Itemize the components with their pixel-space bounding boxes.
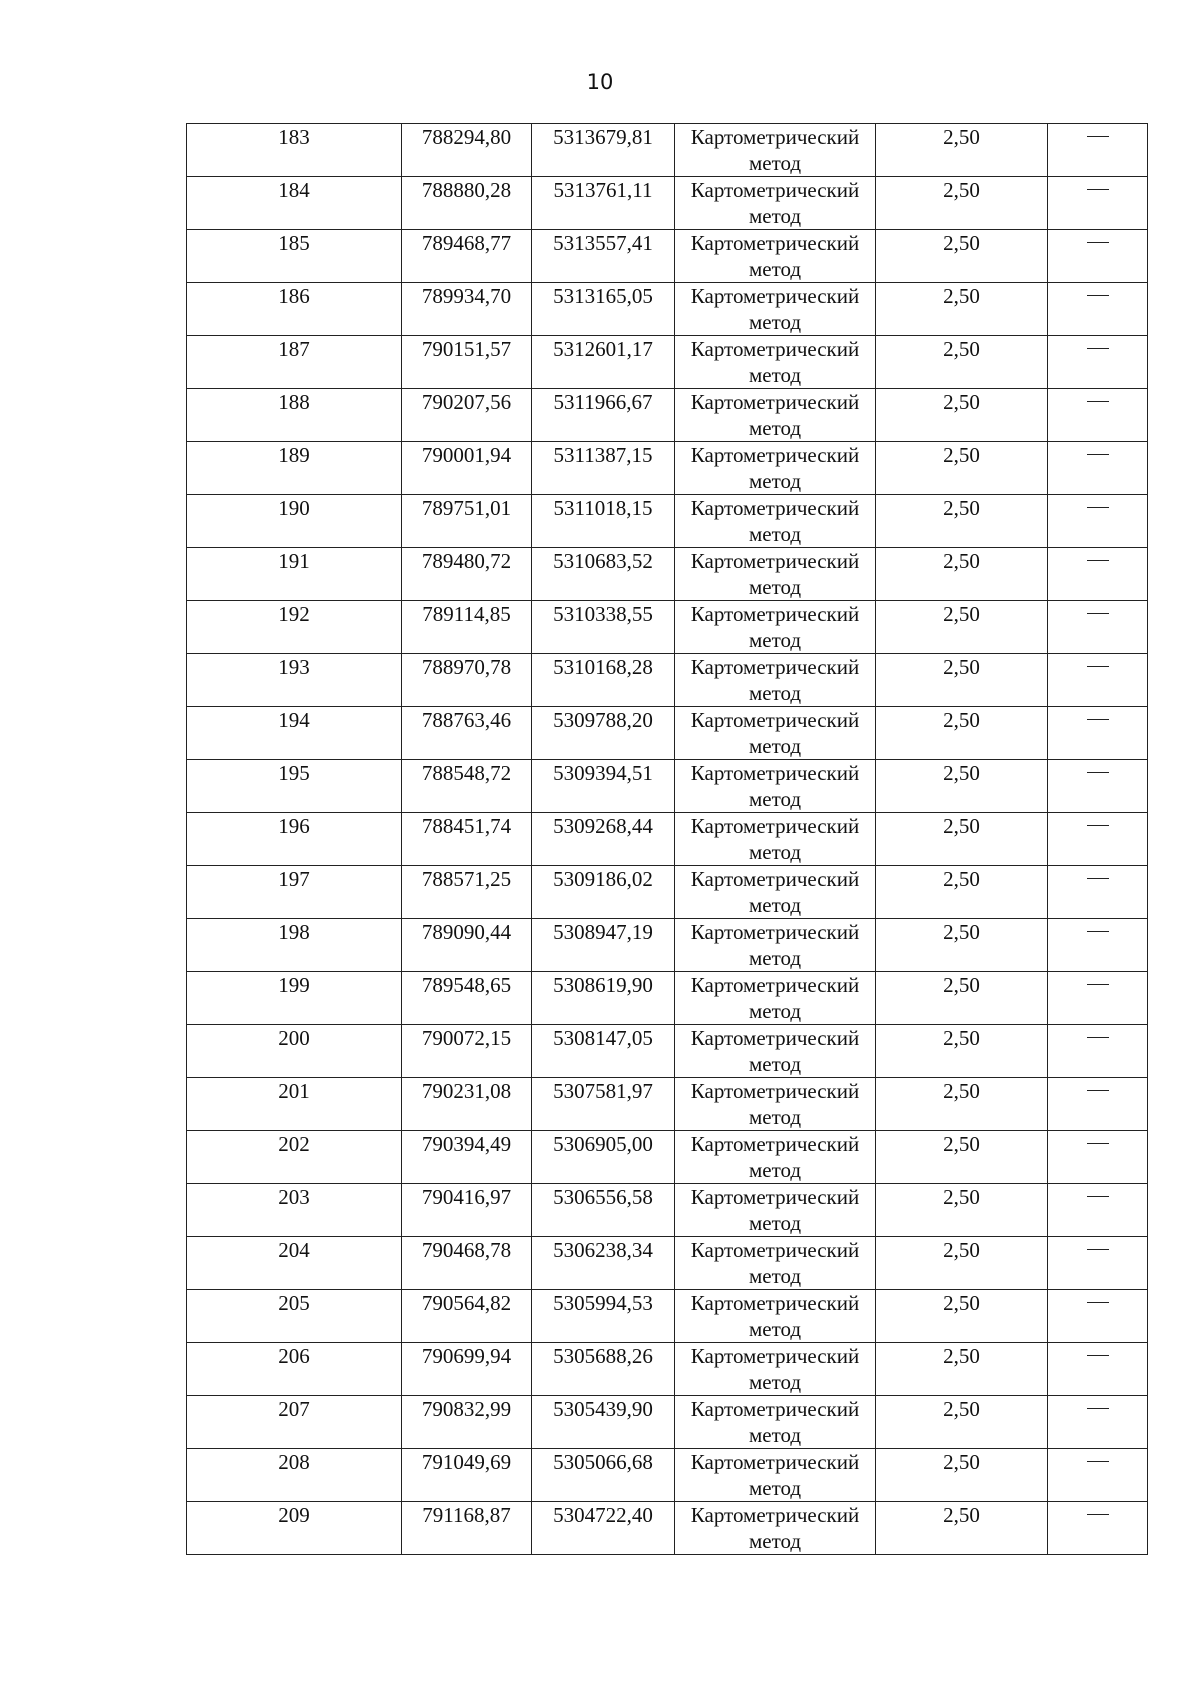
point-number-cell: 199 [187,972,402,1025]
em-dash-mark [1087,719,1109,720]
accuracy-cell: 2,50 [876,1502,1048,1555]
em-dash-mark [1087,1037,1109,1038]
x-coordinate-cell: 790416,97 [402,1184,532,1237]
point-number-cell: 187 [187,336,402,389]
method-line-1: Картометрический [690,337,860,361]
method-line-1: Картометрический [690,973,860,997]
accuracy-cell: 2,50 [876,654,1048,707]
method-line-2: метод [748,734,802,758]
table-row [187,336,1148,389]
table-row [187,1078,1148,1131]
em-dash-mark [1087,454,1109,455]
x-coordinate-cell: 788294,80 [402,124,532,177]
accuracy-cell: 2,50 [876,1078,1048,1131]
x-coordinate-cell: 788571,25 [402,866,532,919]
accuracy-cell: 2,50 [876,389,1048,442]
em-dash-mark [1087,348,1109,349]
table-body [187,124,1148,1555]
page-number: 10 [586,70,614,94]
point-number-cell: 208 [187,1449,402,1502]
point-number-cell: 207 [187,1396,402,1449]
y-coordinate-cell: 5308947,19 [532,919,675,972]
method-line-1: Картометрический [690,814,860,838]
method-line-2: метод [748,893,802,917]
method-cell [675,972,876,1025]
method-line-2: метод [748,416,802,440]
em-dash-mark [1087,1461,1109,1462]
method-line-1: Картометрический [690,549,860,573]
method-cell [675,124,876,177]
accuracy-cell: 2,50 [876,336,1048,389]
description-cell [1048,1237,1148,1290]
method-line-2: метод [748,469,802,493]
em-dash-mark [1087,189,1109,190]
x-coordinate-cell: 791168,87 [402,1502,532,1555]
x-coordinate-cell: 790832,99 [402,1396,532,1449]
accuracy-cell: 2,50 [876,707,1048,760]
em-dash-mark [1087,1249,1109,1250]
y-coordinate-cell: 5306905,00 [532,1131,675,1184]
method-line-1: Картометрический [690,1238,860,1262]
table-row [187,1025,1148,1078]
method-line-2: метод [748,310,802,334]
y-coordinate-cell: 5310338,55 [532,601,675,654]
method-line-2: метод [748,1158,802,1182]
method-cell [675,1502,876,1555]
table-row [187,230,1148,283]
method-cell [675,919,876,972]
y-coordinate-cell: 5310168,28 [532,654,675,707]
table-row [187,1131,1148,1184]
description-cell [1048,707,1148,760]
em-dash-mark [1087,825,1109,826]
method-cell [675,1290,876,1343]
table-row [187,601,1148,654]
description-cell [1048,230,1148,283]
method-line-1: Картометрический [690,178,860,202]
table-row [187,548,1148,601]
em-dash-mark [1087,1355,1109,1356]
y-coordinate-cell: 5309788,20 [532,707,675,760]
x-coordinate-cell: 790394,49 [402,1131,532,1184]
description-cell [1048,919,1148,972]
method-line-1: Картометрический [690,1185,860,1209]
accuracy-cell: 2,50 [876,283,1048,336]
table-row [187,1396,1148,1449]
method-line-1: Картометрический [690,1026,860,1050]
accuracy-cell: 2,50 [876,1237,1048,1290]
y-coordinate-cell: 5309268,44 [532,813,675,866]
table-row [187,495,1148,548]
method-line-2: метод [748,628,802,652]
method-line-1: Картометрический [690,125,860,149]
description-cell [1048,601,1148,654]
method-cell [675,1025,876,1078]
x-coordinate-cell: 790699,94 [402,1343,532,1396]
em-dash-mark [1087,1090,1109,1091]
point-number-cell: 185 [187,230,402,283]
y-coordinate-cell: 5308619,90 [532,972,675,1025]
accuracy-cell: 2,50 [876,1025,1048,1078]
point-number-cell: 191 [187,548,402,601]
method-cell [675,1396,876,1449]
point-number-cell: 196 [187,813,402,866]
y-coordinate-cell: 5308147,05 [532,1025,675,1078]
em-dash-mark [1087,931,1109,932]
x-coordinate-cell: 789090,44 [402,919,532,972]
description-cell [1048,548,1148,601]
accuracy-cell: 2,50 [876,972,1048,1025]
description-cell [1048,972,1148,1025]
x-coordinate-cell: 790207,56 [402,389,532,442]
accuracy-cell: 2,50 [876,1343,1048,1396]
method-line-2: метод [748,1264,802,1288]
method-line-1: Картометрический [690,1397,860,1421]
point-number-cell: 194 [187,707,402,760]
y-coordinate-cell: 5313679,81 [532,124,675,177]
table-row [187,442,1148,495]
method-line-1: Картометрический [690,1132,860,1156]
x-coordinate-cell: 790151,57 [402,336,532,389]
x-coordinate-cell: 789114,85 [402,601,532,654]
method-line-1: Картометрический [690,284,860,308]
y-coordinate-cell: 5312601,17 [532,336,675,389]
method-line-1: Картометрический [690,1291,860,1315]
method-line-2: метод [748,946,802,970]
x-coordinate-cell: 791049,69 [402,1449,532,1502]
em-dash-mark [1087,560,1109,561]
table-row [187,177,1148,230]
em-dash-mark [1087,1302,1109,1303]
method-line-1: Картометрический [690,1450,860,1474]
method-cell [675,283,876,336]
description-cell [1048,1131,1148,1184]
point-number-cell: 193 [187,654,402,707]
em-dash-mark [1087,136,1109,137]
description-cell [1048,1290,1148,1343]
method-cell [675,1449,876,1502]
point-number-cell: 202 [187,1131,402,1184]
method-cell [675,1131,876,1184]
table-row [187,707,1148,760]
method-line-1: Картометрический [690,496,860,520]
method-line-2: метод [748,1052,802,1076]
em-dash-mark [1087,242,1109,243]
y-coordinate-cell: 5313557,41 [532,230,675,283]
point-number-cell: 204 [187,1237,402,1290]
table-row [187,919,1148,972]
description-cell [1048,813,1148,866]
description-cell [1048,336,1148,389]
accuracy-cell: 2,50 [876,124,1048,177]
y-coordinate-cell: 5309186,02 [532,866,675,919]
accuracy-cell: 2,50 [876,866,1048,919]
y-coordinate-cell: 5305066,68 [532,1449,675,1502]
table-row [187,1290,1148,1343]
method-cell [675,1237,876,1290]
accuracy-cell: 2,50 [876,442,1048,495]
em-dash-mark [1087,295,1109,296]
accuracy-cell: 2,50 [876,919,1048,972]
table-row [187,866,1148,919]
method-cell [675,1184,876,1237]
accuracy-cell: 2,50 [876,760,1048,813]
point-number-cell: 197 [187,866,402,919]
method-cell [675,601,876,654]
em-dash-mark [1087,1408,1109,1409]
description-cell [1048,124,1148,177]
point-number-cell: 189 [187,442,402,495]
method-cell [675,866,876,919]
table-row [187,813,1148,866]
point-number-cell: 209 [187,1502,402,1555]
x-coordinate-cell: 789751,01 [402,495,532,548]
method-line-2: метод [748,840,802,864]
y-coordinate-cell: 5311018,15 [532,495,675,548]
description-cell [1048,1343,1148,1396]
method-line-2: метод [748,522,802,546]
method-line-1: Картометрический [690,443,860,467]
table-row [187,1502,1148,1555]
method-line-1: Картометрический [690,390,860,414]
em-dash-mark [1087,401,1109,402]
method-line-2: метод [748,1423,802,1447]
table-row [187,283,1148,336]
accuracy-cell: 2,50 [876,1184,1048,1237]
x-coordinate-cell: 788880,28 [402,177,532,230]
accuracy-cell: 2,50 [876,601,1048,654]
description-cell [1048,1025,1148,1078]
y-coordinate-cell: 5313761,11 [532,177,675,230]
description-cell [1048,1078,1148,1131]
y-coordinate-cell: 5305688,26 [532,1343,675,1396]
point-number-cell: 183 [187,124,402,177]
method-line-1: Картометрический [690,602,860,626]
method-line-1: Картометрический [690,655,860,679]
table-row [187,654,1148,707]
em-dash-mark [1087,1514,1109,1515]
method-line-2: метод [748,1370,802,1394]
accuracy-cell: 2,50 [876,1396,1048,1449]
x-coordinate-cell: 790072,15 [402,1025,532,1078]
method-line-1: Картометрический [690,920,860,944]
method-cell [675,707,876,760]
description-cell [1048,389,1148,442]
y-coordinate-cell: 5306238,34 [532,1237,675,1290]
y-coordinate-cell: 5307581,97 [532,1078,675,1131]
description-cell [1048,654,1148,707]
method-cell [675,760,876,813]
method-cell [675,442,876,495]
table-row [187,1184,1148,1237]
em-dash-mark [1087,772,1109,773]
x-coordinate-cell: 789480,72 [402,548,532,601]
point-number-cell: 198 [187,919,402,972]
method-line-2: метод [748,787,802,811]
em-dash-mark [1087,613,1109,614]
x-coordinate-cell: 788548,72 [402,760,532,813]
table-row [187,124,1148,177]
y-coordinate-cell: 5310683,52 [532,548,675,601]
table-row [187,1449,1148,1502]
description-cell [1048,495,1148,548]
x-coordinate-cell: 790564,82 [402,1290,532,1343]
description-cell [1048,1502,1148,1555]
method-cell [675,1078,876,1131]
x-coordinate-cell: 788970,78 [402,654,532,707]
method-line-1: Картометрический [690,708,860,732]
description-cell [1048,760,1148,813]
point-number-cell: 192 [187,601,402,654]
method-line-1: Картометрический [690,867,860,891]
description-cell [1048,1396,1148,1449]
point-number-cell: 184 [187,177,402,230]
x-coordinate-cell: 790231,08 [402,1078,532,1131]
method-cell [675,813,876,866]
x-coordinate-cell: 788451,74 [402,813,532,866]
x-coordinate-cell: 789934,70 [402,283,532,336]
description-cell [1048,177,1148,230]
method-line-2: метод [748,204,802,228]
method-line-1: Картометрический [690,761,860,785]
table-row [187,1237,1148,1290]
method-line-2: метод [748,363,802,387]
y-coordinate-cell: 5306556,58 [532,1184,675,1237]
table-row [187,972,1148,1025]
accuracy-cell: 2,50 [876,548,1048,601]
point-number-cell: 201 [187,1078,402,1131]
x-coordinate-cell: 790468,78 [402,1237,532,1290]
x-coordinate-cell: 788763,46 [402,707,532,760]
method-line-2: метод [748,151,802,175]
method-line-2: метод [748,1317,802,1341]
coordinates-table [186,123,1148,1555]
method-cell [675,336,876,389]
x-coordinate-cell: 790001,94 [402,442,532,495]
y-coordinate-cell: 5304722,40 [532,1502,675,1555]
description-cell [1048,1184,1148,1237]
method-line-1: Картометрический [690,1079,860,1103]
description-cell [1048,442,1148,495]
y-coordinate-cell: 5311387,15 [532,442,675,495]
method-line-2: метод [748,1105,802,1129]
description-cell [1048,1449,1148,1502]
accuracy-cell: 2,50 [876,495,1048,548]
point-number-cell: 206 [187,1343,402,1396]
y-coordinate-cell: 5305994,53 [532,1290,675,1343]
method-line-1: Картометрический [690,1503,860,1527]
em-dash-mark [1087,878,1109,879]
em-dash-mark [1087,666,1109,667]
point-number-cell: 195 [187,760,402,813]
x-coordinate-cell: 789548,65 [402,972,532,1025]
accuracy-cell: 2,50 [876,1290,1048,1343]
table-row [187,760,1148,813]
method-line-1: Картометрический [690,231,860,255]
method-cell [675,177,876,230]
point-number-cell: 190 [187,495,402,548]
point-number-cell: 200 [187,1025,402,1078]
point-number-cell: 188 [187,389,402,442]
y-coordinate-cell: 5313165,05 [532,283,675,336]
x-coordinate-cell: 789468,77 [402,230,532,283]
table-row [187,389,1148,442]
y-coordinate-cell: 5305439,90 [532,1396,675,1449]
accuracy-cell: 2,50 [876,813,1048,866]
description-cell [1048,866,1148,919]
method-line-1: Картометрический [690,1344,860,1368]
table-row [187,1343,1148,1396]
accuracy-cell: 2,50 [876,1131,1048,1184]
point-number-cell: 205 [187,1290,402,1343]
method-line-2: метод [748,1476,802,1500]
y-coordinate-cell: 5309394,51 [532,760,675,813]
method-line-2: метод [748,1529,802,1553]
em-dash-mark [1087,984,1109,985]
method-cell [675,1343,876,1396]
accuracy-cell: 2,50 [876,177,1048,230]
point-number-cell: 186 [187,283,402,336]
accuracy-cell: 2,50 [876,230,1048,283]
y-coordinate-cell: 5311966,67 [532,389,675,442]
method-line-2: метод [748,1211,802,1235]
method-cell [675,548,876,601]
method-line-2: метод [748,257,802,281]
method-line-2: метод [748,681,802,705]
method-cell [675,654,876,707]
em-dash-mark [1087,1196,1109,1197]
point-number-cell: 203 [187,1184,402,1237]
em-dash-mark [1087,507,1109,508]
method-cell [675,389,876,442]
em-dash-mark [1087,1143,1109,1144]
description-cell [1048,283,1148,336]
method-cell [675,230,876,283]
method-cell [675,495,876,548]
method-line-2: метод [748,575,802,599]
accuracy-cell: 2,50 [876,1449,1048,1502]
method-line-2: метод [748,999,802,1023]
